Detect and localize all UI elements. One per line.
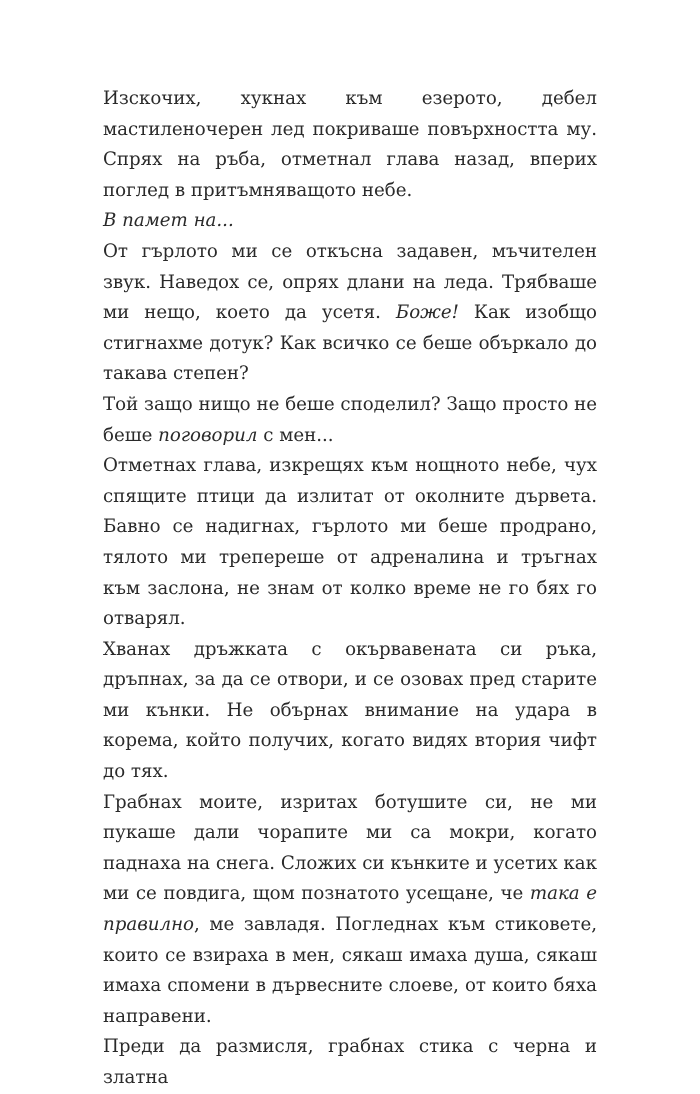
paragraph-text: Преди да размисля, грабнах стика с черна и златна	[103, 1036, 597, 1088]
paragraph-text-italic: В памет на...	[103, 210, 234, 232]
paragraph-8	[103, 1032, 597, 1093]
book-page	[103, 84, 597, 1094]
paragraph-text: От гърлото ми се откъсна задавен, мъчителен звук. Наведох се, опрях длани на леда. Трябваше ми нещо, което да усетя.	[103, 240, 597, 324]
paragraph-text: , ме завладя. Погледнах към стиковете, които се взираха в мен, сякаш имаха душа, сякаш имаха спомени в дървесните слоеве, от които бяха направени.	[103, 914, 597, 1027]
paragraph-text: Как изобщо стигнахме дотук? Как всичко се беше объркало до такава степен?	[103, 302, 597, 385]
paragraph-3	[103, 237, 597, 390]
paragraph-text: Хванах дръжката с окървавената си ръка, дръпнах, за да се отвори, и се озовах пред старите ми кънки. Не обърнах внимание на удара в корема, който получих, когато видях втория чифт до тях.	[103, 638, 597, 783]
paragraph-text: Изскочих, хукнах към езерото, дебел мастиленочерен лед покриваше повърхността му. Спрях на ръба, отметнал глава назад, вперих поглед в притъмняващото небе.	[103, 88, 597, 201]
paragraph-text: Грабнах моите, изритах ботушите си, не ми пукаше дали чорапите ми са мокри, когато паднаха на снега. Сложих си кънките и усетих как ми се повдига, щом познатото усещане, че	[103, 791, 597, 905]
paragraph-1	[103, 84, 597, 206]
paragraph-4	[103, 390, 597, 451]
paragraph-5	[103, 451, 597, 635]
paragraph-2	[103, 206, 597, 237]
paragraph-text: Той защо нищо не беше споделил? Защо просто не беше	[103, 393, 597, 446]
paragraph-6	[103, 635, 597, 788]
paragraph-text-italic: Боже!	[395, 302, 459, 324]
paragraph-text-italic: така е правилно	[103, 883, 597, 936]
paragraph-text-italic: поговорил	[158, 424, 258, 446]
paragraph-7	[103, 788, 597, 1033]
paragraph-text: Отметнах глава, изкрещях към нощното небе, чух спящите птици да излитат от околните дървета. Бавно се надигнах, гърлото ми беше продрано, тялото ми трепереше от адреналина и тръгнах към заслона, не знам от колко време не го бях го отварял.	[103, 455, 597, 630]
paragraph-text: с мен...	[257, 424, 334, 446]
